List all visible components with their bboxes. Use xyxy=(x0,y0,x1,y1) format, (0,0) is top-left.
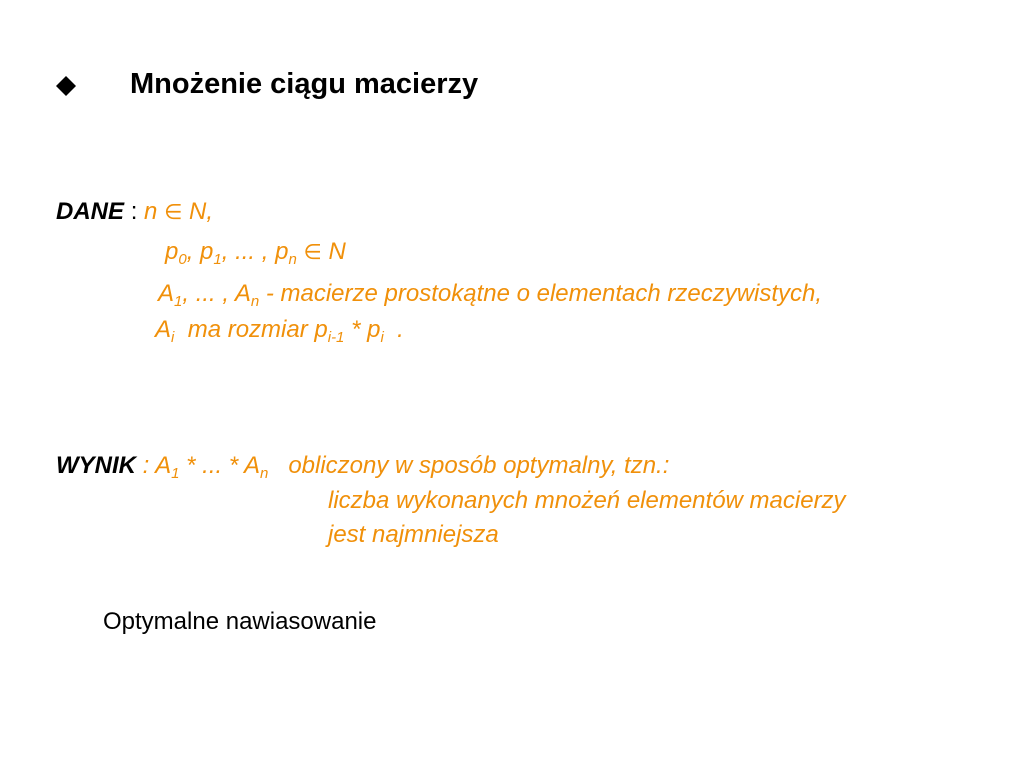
wynik-line-1 xyxy=(56,452,669,480)
ellipsis: , ... , xyxy=(182,280,235,307)
a-var: A xyxy=(243,452,260,479)
period: . xyxy=(383,316,404,343)
a-var: A xyxy=(158,280,175,307)
subscript: 1 xyxy=(213,251,222,268)
size-text: ma rozmiar xyxy=(174,316,315,343)
a-var: A xyxy=(234,280,251,307)
dane-label: DANE xyxy=(56,198,125,225)
dane-line-3 xyxy=(158,280,822,308)
ellipsis: , ... , xyxy=(221,238,276,265)
dane-colon: : xyxy=(130,198,138,225)
natural-set: N xyxy=(328,238,346,265)
subscript: 1 xyxy=(174,293,183,310)
subscript: 1 xyxy=(171,465,180,482)
wynik-label: WYNIK xyxy=(56,452,136,479)
subscript: i-1 xyxy=(327,329,345,346)
dane-line-4 xyxy=(155,316,404,344)
p-var: p xyxy=(275,238,289,265)
dane-line-1 xyxy=(56,198,213,226)
subscript: 0 xyxy=(178,251,187,268)
a-var: A xyxy=(149,452,172,479)
p-var: p xyxy=(200,238,214,265)
separator: , xyxy=(186,238,201,265)
p-var: p xyxy=(314,316,328,343)
slide-title: Mnożenie ciągu macierzy xyxy=(130,68,479,100)
element-of-symbol: ∈ xyxy=(164,201,183,224)
subscript: n xyxy=(288,251,297,268)
subscript: i xyxy=(380,329,384,346)
dane-N: N, xyxy=(189,198,214,225)
matrix-description: - macierze prostokątne o elementach rzeczywistych, xyxy=(259,280,823,307)
a-var: A xyxy=(155,316,172,343)
multiply-symbol: * xyxy=(344,316,368,343)
dane-n: n xyxy=(144,198,158,225)
wynik-colon: : xyxy=(136,452,150,479)
p-var: p xyxy=(165,238,179,265)
diamond-bullet-icon xyxy=(56,76,76,96)
p-var: p xyxy=(367,316,381,343)
footer-text: Optymalne nawiasowanie xyxy=(103,608,377,635)
ellipsis: * ... * xyxy=(179,452,244,479)
dane-line-2 xyxy=(165,238,346,266)
wynik-line-3: jest najmniejsza xyxy=(328,521,499,548)
subscript: n xyxy=(259,465,269,482)
subscript: n xyxy=(250,293,260,310)
element-of-symbol: ∈ xyxy=(303,241,322,264)
result-description: obliczony w sposób optymalny, tzn.: xyxy=(268,452,670,479)
subscript: i xyxy=(171,329,175,346)
wynik-line-2: liczba wykonanych mnożeń elementów macierzy xyxy=(328,487,846,514)
